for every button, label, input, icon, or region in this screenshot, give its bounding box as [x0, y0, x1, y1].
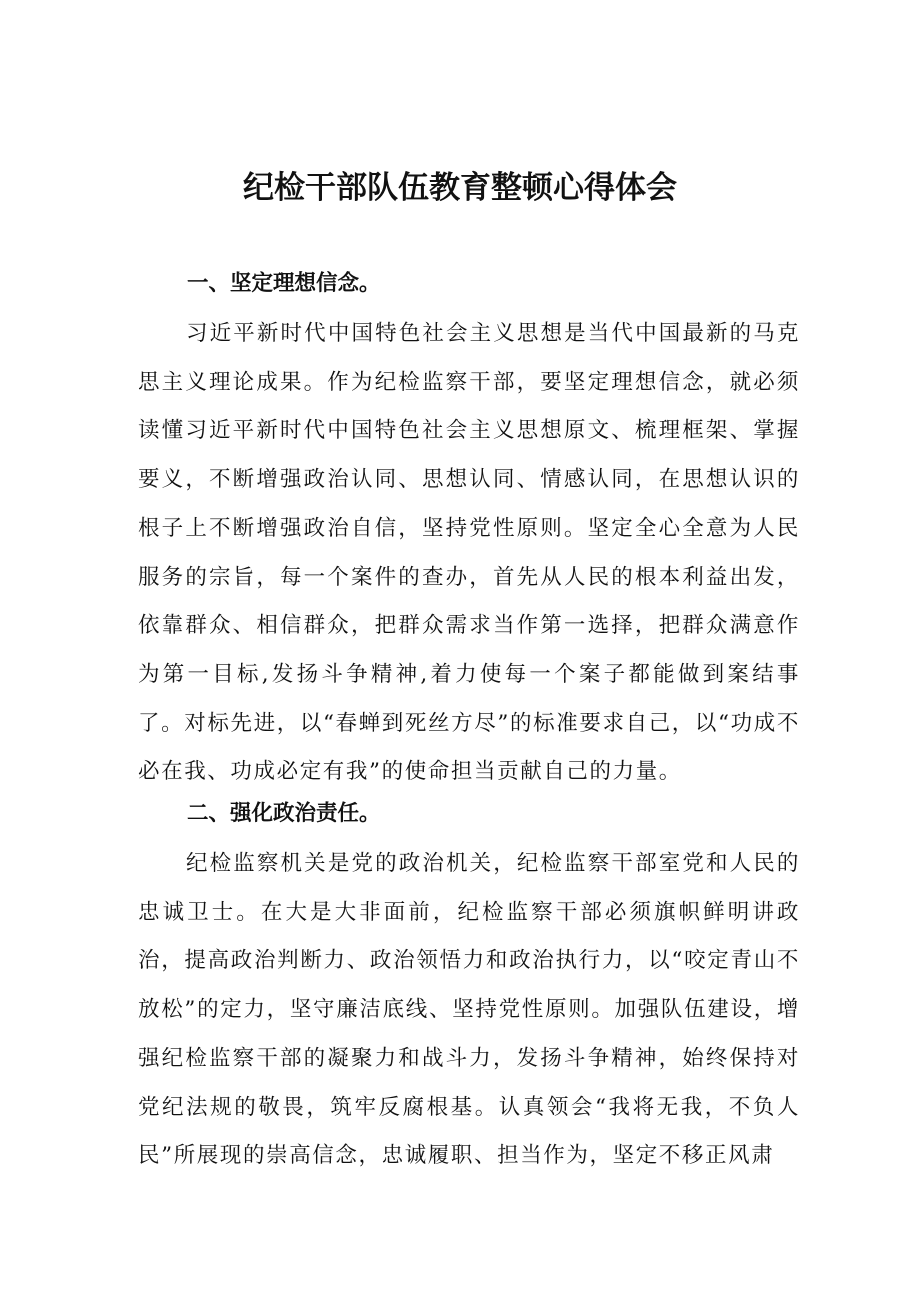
- section-paragraph-2: 纪检监察机关是党的政治机关，纪检监察干部室党和人民的忠诚卫士。在大是大非面前，纪检监察干部必须旗帜鲜明讲政治，提高政治判断力、政治领悟力和政治执行力，以“咬定青山不放松”的定力，坚守廉洁底线、坚持党性原则。加强队伍建设，增强纪检监察干部的凝聚力和战斗力，发扬斗争精神，始终保持对党纪法规的敬畏，筑牢反腐根基。认真领会“我将无我，不负人民”所展现的崇高信念，忠诚履职、担当作为，坚定不移正风肃: [138, 851, 800, 1169]
- section-heading-2: 二、强化政治责任。: [187, 801, 381, 826]
- section-paragraph-1: 习近平新时代中国特色社会主义思想是当代中国最新的马克思主义理论成果。作为纪检监察干部，要坚定理想信念，就必须读懂习近平新时代中国特色社会主义思想原文、梳理框架、掌握要义，不断增强政治认同、思想认同、情感认同，在思想认识的根子上不断增强政治自信，坚持党性原则。坚定全心全意为人民服务的宗旨，每一个案件的查办，首先从人民的根本利益出发，依靠群众、相信群众，把群众需求当作第一选择，把群众满意作为第一目标,发扬斗争精神,着力使每一个案子都能做到案结事了。对标先进，以“春蝉到死丝方尽”的标准要求自己，以“功成不必在我、功成必定有我”的使命担当贡献自己的力量。: [138, 321, 800, 785]
- section-heading-1: 一、坚定理想信念。: [187, 271, 381, 296]
- document-title: 纪检干部队伍教育整顿心得体会: [243, 170, 677, 206]
